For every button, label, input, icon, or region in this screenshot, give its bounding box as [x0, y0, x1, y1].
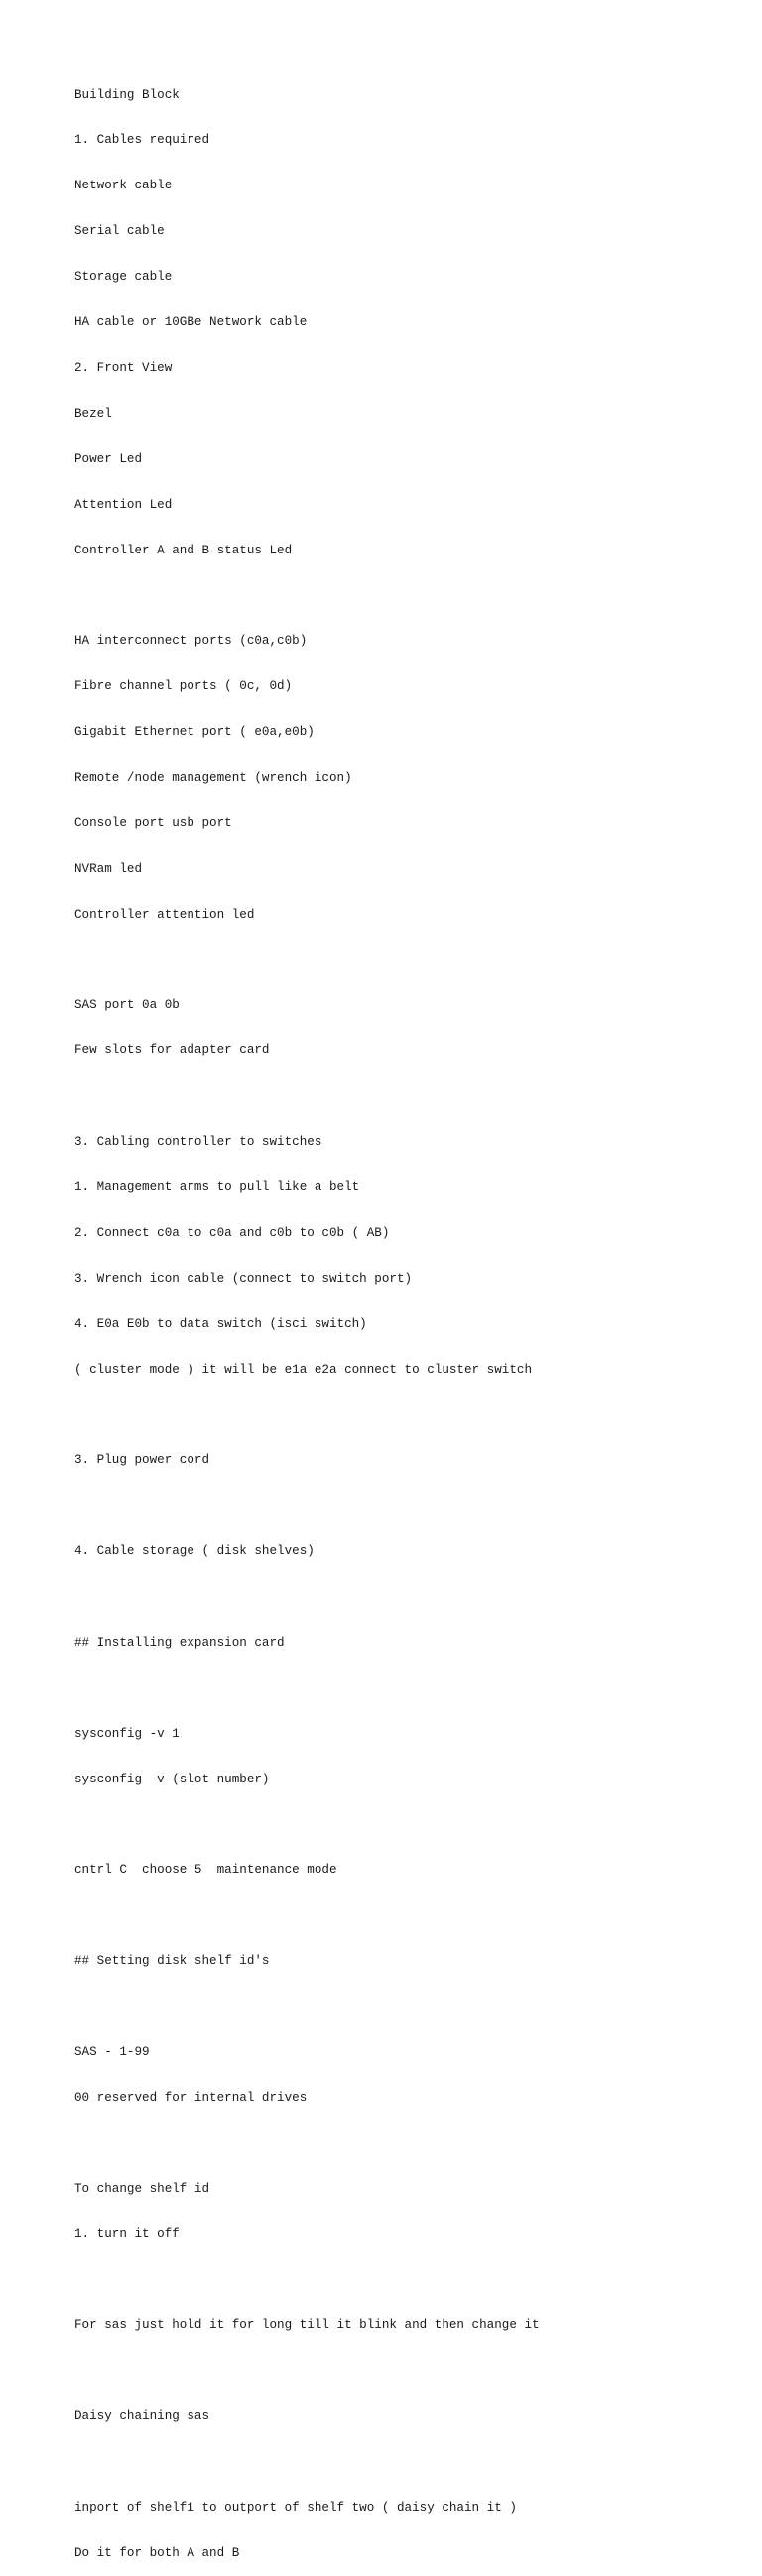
section-heading: ## Installing expansion card [74, 1635, 285, 1650]
text-line: SAS port 0a 0b [74, 998, 180, 1013]
text-line: cntrl C choose 5 maintenance mode [74, 1863, 337, 1878]
text-line: To change shelf id [74, 2181, 210, 2196]
text-line: Do it for both A and B [74, 2545, 240, 2560]
text-line: SAS - 1-99 [74, 2044, 150, 2059]
text-line: 2. Front View [74, 360, 173, 375]
text-line: Serial cable [74, 224, 165, 239]
text-line: Building Block [74, 87, 180, 102]
text-line: 4. E0a E0b to data switch (isci switch) [74, 1316, 367, 1331]
text-line: 3. Wrench icon cable (connect to switch port) [74, 1271, 413, 1286]
blank-line [74, 2137, 749, 2151]
section-heading: ## Setting disk shelf id's [74, 1954, 270, 1969]
text-line: 3. Plug power cord [74, 1453, 210, 1468]
text-line: 3. Cabling controller to switches [74, 1135, 322, 1150]
text-line: Fibre channel ports ( 0c, 0d) [74, 679, 293, 694]
blank-line [74, 2000, 749, 2015]
blank-line [74, 588, 749, 603]
text-line: 1. turn it off [74, 2227, 180, 2242]
text-line: Remote /node management (wrench icon) [74, 770, 352, 785]
text-line: Power Led [74, 451, 143, 466]
text-line: inport of shelf1 to outport of shelf two ( daisy chain it ) [74, 2500, 517, 2515]
blank-line [74, 1908, 749, 1923]
text-line: Bezel [74, 406, 112, 421]
blank-line [74, 1590, 749, 1605]
text-line: 1. Cables required [74, 133, 210, 148]
text-line: Storage cable [74, 270, 173, 285]
text-line: Gigabit Ethernet port ( e0a,e0b) [74, 725, 315, 740]
text-line: HA interconnect ports (c0a,c0b) [74, 634, 308, 649]
text-line: 00 reserved for internal drives [74, 2090, 308, 2105]
blank-line [74, 2455, 749, 2470]
blank-line [74, 2364, 749, 2379]
text-line: Controller attention led [74, 907, 255, 921]
text-line: Daisy chaining sas [74, 2409, 210, 2424]
text-line: 2. Connect c0a to c0a and c0b to c0b ( AB) [74, 1225, 390, 1240]
text-line: Attention Led [74, 497, 173, 512]
text-line: Console port usb port [74, 815, 232, 830]
command-line: sysconfig -v 1 [74, 1726, 180, 1741]
command-line: sysconfig -v (slot number) [74, 1772, 270, 1786]
blank-line [74, 2272, 749, 2287]
text-line: Network cable [74, 179, 173, 193]
text-line: Controller A and B status Led [74, 543, 293, 557]
text-line: ( cluster mode ) it will be e1a e2a connect to cluster switch [74, 1362, 533, 1377]
blank-line [74, 1089, 749, 1104]
blank-line [74, 1499, 749, 1514]
blank-line [74, 953, 749, 968]
blank-line [74, 1817, 749, 1832]
document-body [74, 58, 749, 2576]
blank-line [74, 1681, 749, 1696]
text-line: 4. Cable storage ( disk shelves) [74, 1544, 315, 1559]
text-line: For sas just hold it for long till it blink and then change it [74, 2318, 540, 2333]
text-line: Few slots for adapter card [74, 1043, 270, 1058]
blank-line [74, 1408, 749, 1422]
text-line: HA cable or 10GBe Network cable [74, 315, 308, 330]
text-line: 1. Management arms to pull like a belt [74, 1179, 360, 1194]
text-line: NVRam led [74, 861, 143, 876]
